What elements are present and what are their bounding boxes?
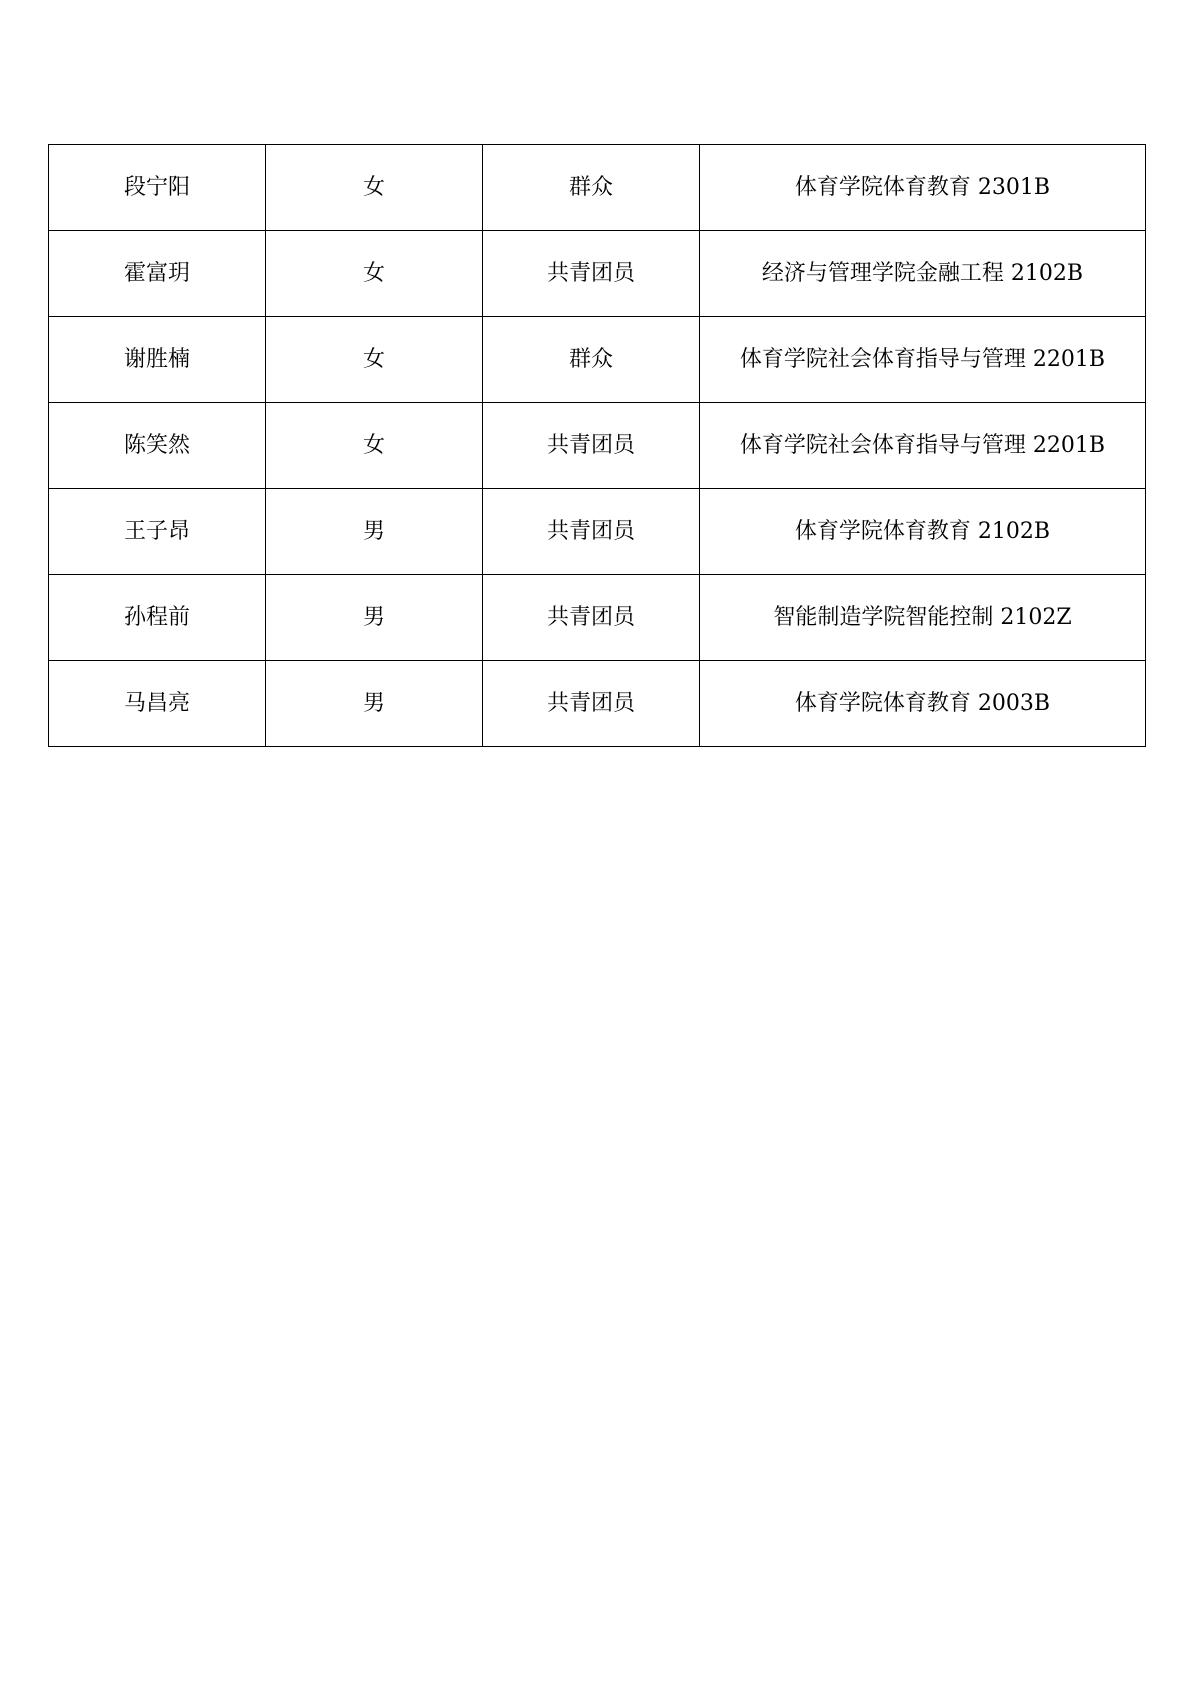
table-row	[49, 317, 1146, 403]
name-cell: 马昌亮	[49, 661, 266, 747]
political-status-cell: 群众	[483, 145, 700, 231]
political-status-cell: 共青团员	[483, 489, 700, 575]
gender-cell: 男	[266, 661, 483, 747]
gender-cell: 男	[266, 575, 483, 661]
political-status-cell: 共青团员	[483, 661, 700, 747]
unit-cell: 智能制造学院智能控制 2102Z	[700, 575, 1146, 661]
name-cell: 孙程前	[49, 575, 266, 661]
table-row	[49, 231, 1146, 317]
table-row	[49, 489, 1146, 575]
unit-cell: 体育学院体育教育 2301B	[700, 145, 1146, 231]
table-row	[49, 575, 1146, 661]
gender-cell: 女	[266, 231, 483, 317]
unit-cell: 体育学院社会体育指导与管理 2201B	[700, 403, 1146, 489]
political-status-cell: 群众	[483, 317, 700, 403]
unit-cell: 体育学院体育教育 2102B	[700, 489, 1146, 575]
table-row	[49, 661, 1146, 747]
unit-cell: 经济与管理学院金融工程 2102B	[700, 231, 1146, 317]
gender-cell: 男	[266, 489, 483, 575]
table-row	[49, 145, 1146, 231]
political-status-cell: 共青团员	[483, 575, 700, 661]
table-row	[49, 403, 1146, 489]
student-roster-table	[48, 144, 1146, 747]
name-cell: 谢胜楠	[49, 317, 266, 403]
name-cell: 段宁阳	[49, 145, 266, 231]
name-cell: 陈笑然	[49, 403, 266, 489]
political-status-cell: 共青团员	[483, 231, 700, 317]
name-cell: 霍富玥	[49, 231, 266, 317]
gender-cell: 女	[266, 403, 483, 489]
unit-cell: 体育学院体育教育 2003B	[700, 661, 1146, 747]
gender-cell: 女	[266, 145, 483, 231]
political-status-cell: 共青团员	[483, 403, 700, 489]
gender-cell: 女	[266, 317, 483, 403]
name-cell: 王子昂	[49, 489, 266, 575]
unit-cell: 体育学院社会体育指导与管理 2201B	[700, 317, 1146, 403]
